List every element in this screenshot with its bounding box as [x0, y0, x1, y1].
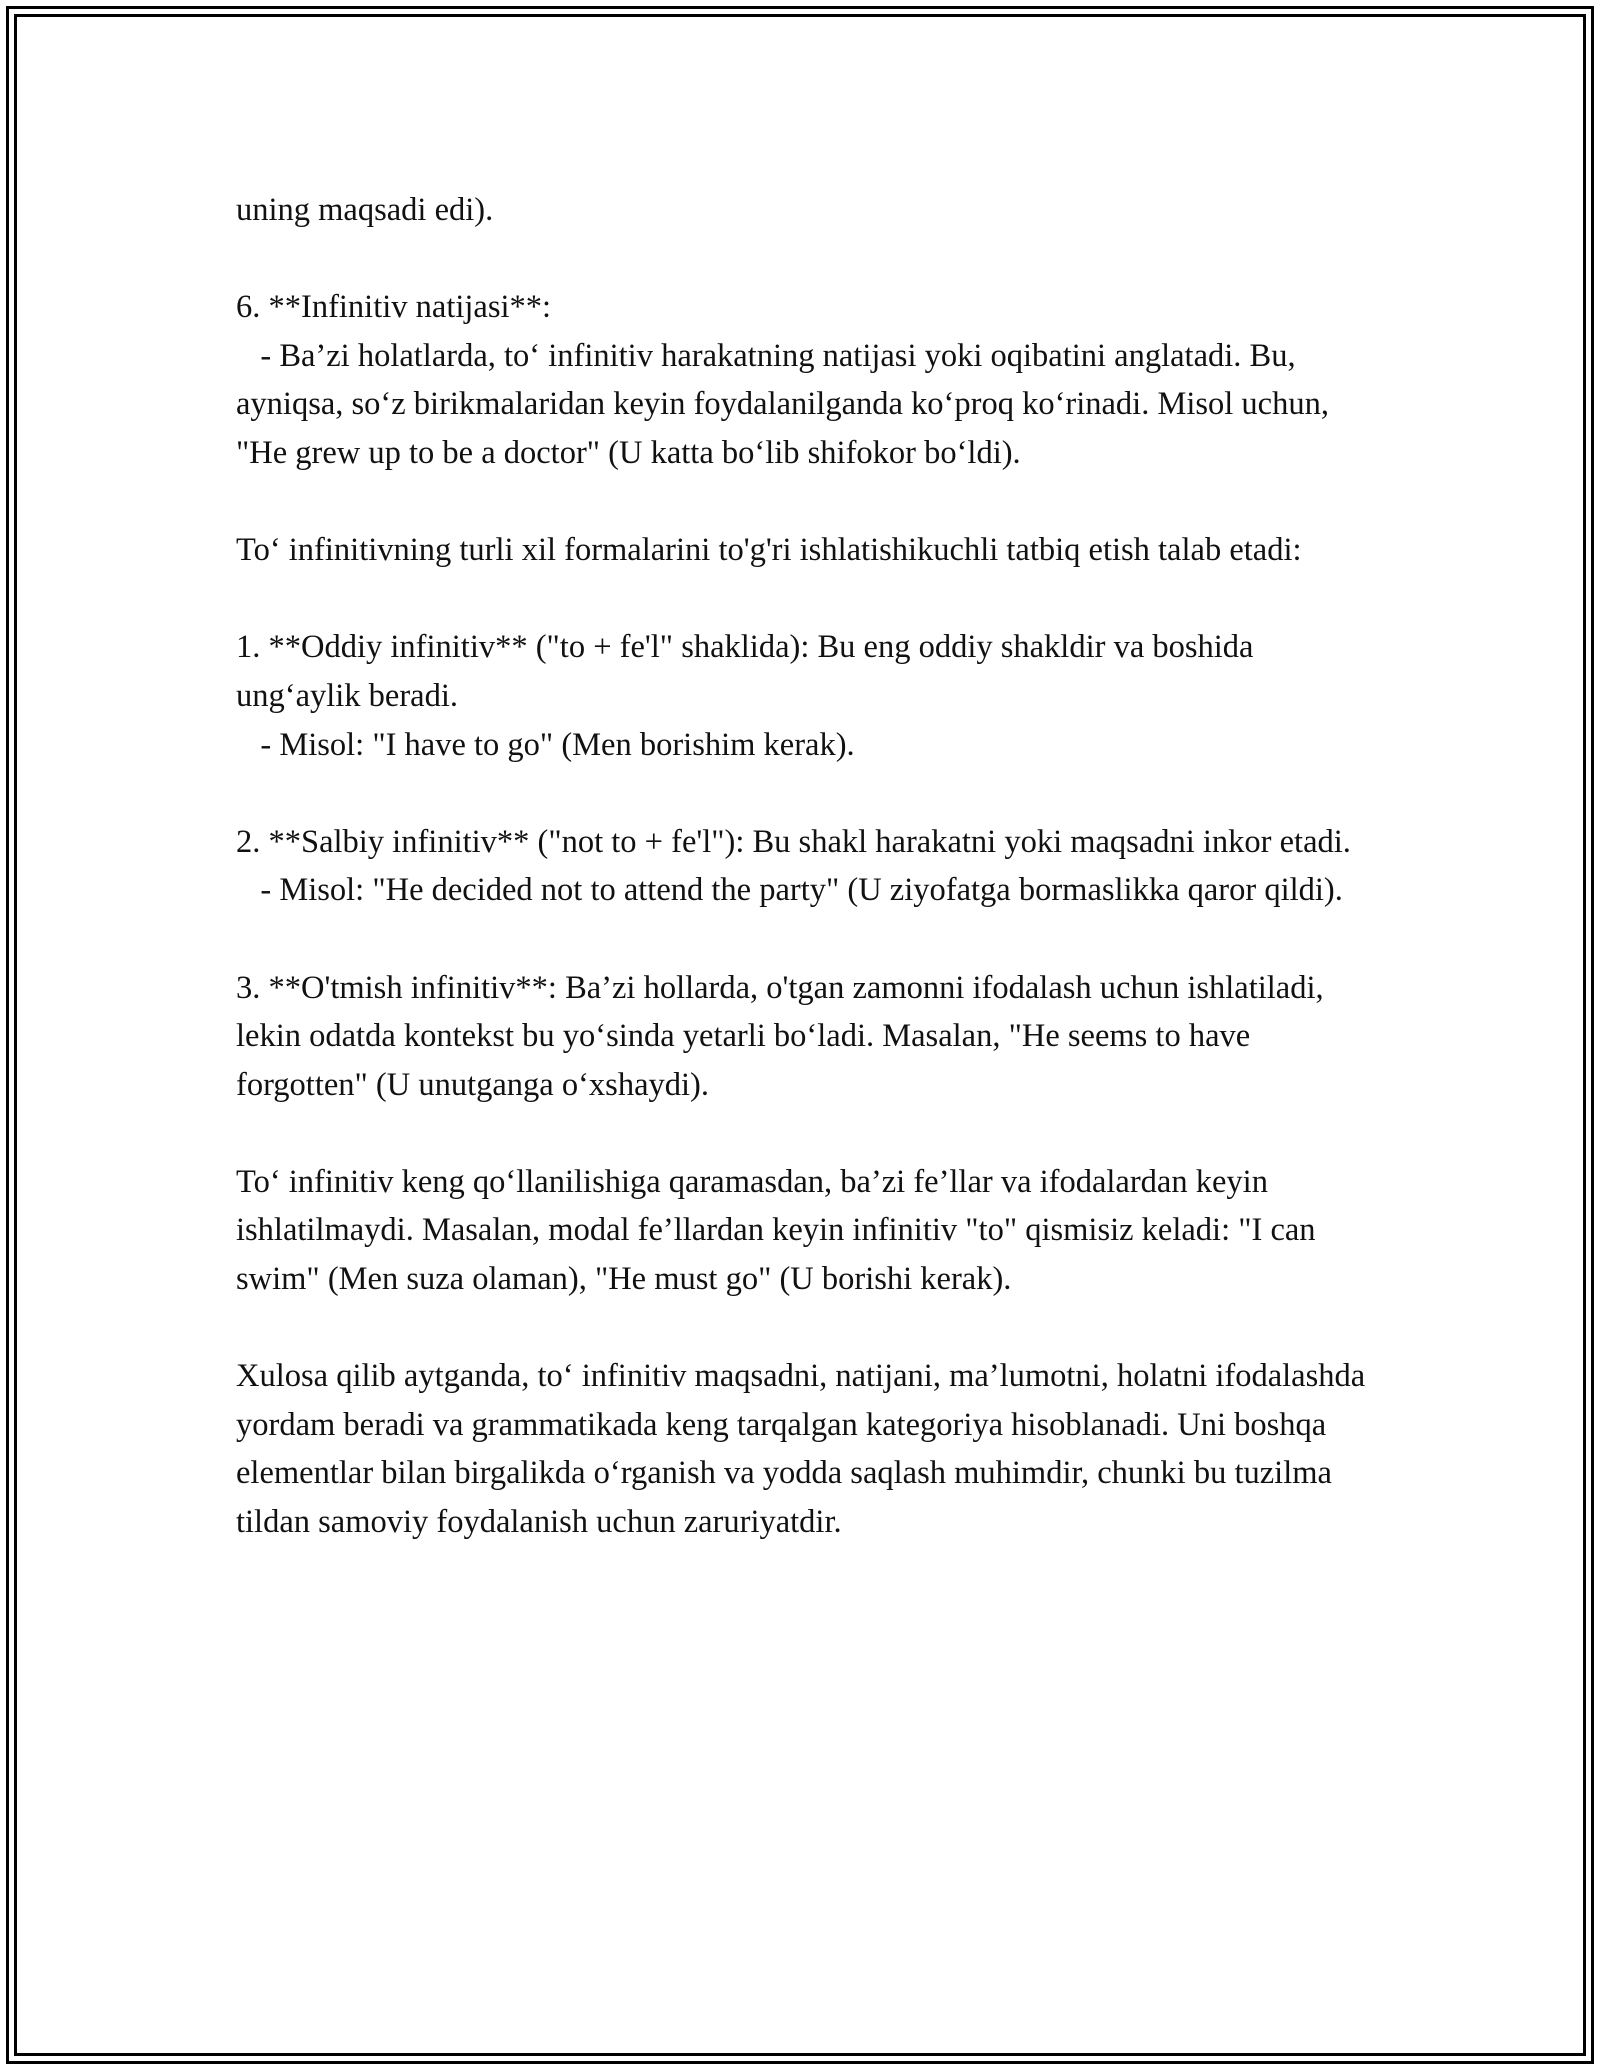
paragraph-gap — [236, 235, 1386, 284]
paragraph-gap — [236, 915, 1386, 964]
document-body — [236, 186, 1386, 1547]
paragraph-infinitive-result: 6. **Infinitiv natijasi**: - Ba’zi holatlarda, to‘ infinitiv harakatning natijasi yoki oqibatini anglatadi. Bu, ayniqsa, so‘z birikmalaridan keyin foydalanilganda ko‘proq ko‘rinadi. Misol uchun, "He grew up to be a doctor" (U katta bo‘lib shifokor bo‘ldi). — [236, 289, 1329, 471]
paragraph-forms-intro: To‘ infinitivning turli xil formalarini to'g'ri ishlatishikuchli tatbiq etish talab etadi: — [236, 532, 1302, 569]
paragraph-gap — [236, 478, 1386, 527]
paragraph-continuation: uning maqsadi edi). — [236, 192, 494, 228]
paragraph-gap — [236, 1109, 1386, 1158]
paragraph-modal-verbs: To‘ infinitiv keng qo‘llanilishiga qaramasdan, ba’zi fe’llar va ifodalardan keyin ishlatilmaydi. Masalan, modal fe’llardan keyin infinitiv "to" qismisiz keladi: "I can swim" (Men suza olaman), "He must go" (U borishi kerak). — [236, 1163, 1324, 1298]
paragraph-gap — [236, 1304, 1386, 1353]
paragraph-gap — [236, 575, 1386, 624]
paragraph-simple-infinitive: 1. **Oddiy infinitiv** ("to + fe'l" shaklida): Bu eng oddiy shakldir va boshida ung‘aylik beradi. - Misol: "I have to go" (Men borishim kerak). — [236, 629, 1254, 763]
paragraph-conclusion: Xulosa qilib aytganda, to‘ infinitiv maqsadni, natijani, ma’lumotni, holatni ifodalashda yordam beradi va grammatikada keng tarqalgan kategoriya hisoblanadi. Uni boshqa elementlar bilan birgalikda o‘rganish va yodda saqlash muhimdir, chunki bu tuzilma tildan samoviy foydalanish uchun zaruriyatdir. — [236, 1358, 1374, 1541]
paragraph-past-infinitive: 3. **O'tmish infinitiv**: Ba’zi hollarda, o'tgan zamonni ifodalash uchun ishlatiladi, lekin odatda kontekst bu yo‘sinda yetarli bo‘ladi. Masalan, "He seems to have forgotten" (U unutganga o‘xshaydi). — [236, 969, 1332, 1103]
paragraph-gap — [236, 769, 1386, 818]
paragraph-negative-infinitive: 2. **Salbiy infinitiv** ("not to + fe'l"): Bu shakl harakatni yoki maqsadni inkor etadi. - Misol: "He decided not to attend the party" (U ziyofatga bormaslikka qaror qildi). — [236, 823, 1351, 909]
